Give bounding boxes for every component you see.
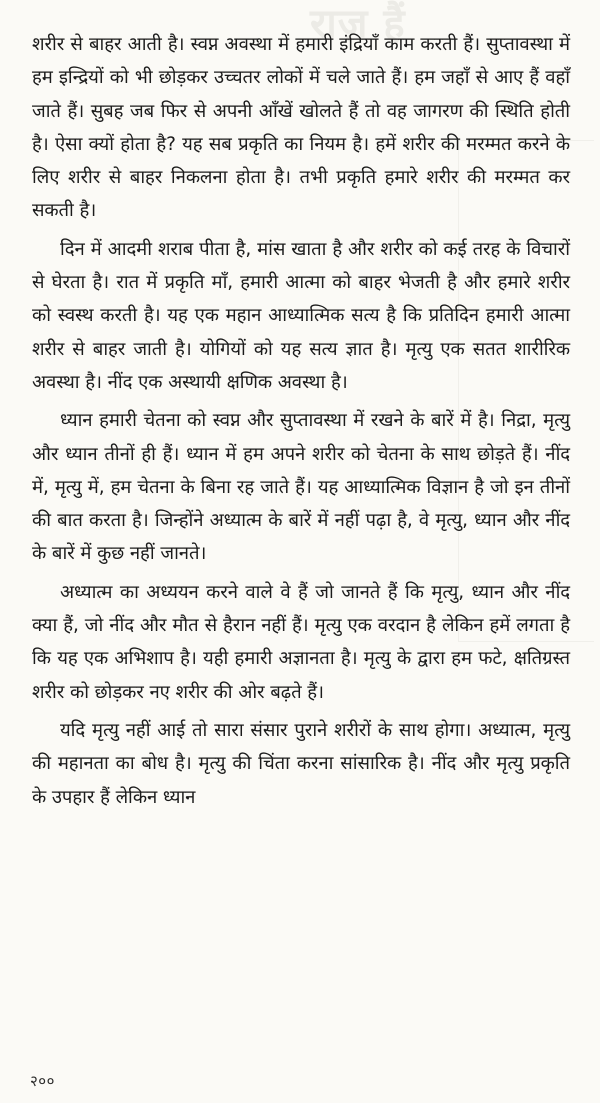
paragraph-4: अध्यात्म का अध्ययन करने वाले वे हैं जो जानते हैं कि मृत्यु, ध्यान और नींद क्या हैं, जो नींद और मौत से हैरान नहीं हैं। मृत्यु एक वरदान है लेकिन हमें लगता है कि यह एक अभिशाप है। यही हमारी अज्ञानता है। मृत्यु के द्वारा हम फटे, क्षतिग्रस्त शरीर को छोड़कर नए शरीर की ओर बढ़ते हैं। (32, 581, 570, 703)
body-text (32, 28, 570, 814)
bleed-through-heading: राज़ हैं (310, 1, 406, 47)
paragraph-2: दिन में आदमी शराब पीता है, मांस खाता है और शरीर को कई तरह के विचारों से घेरता है। रात में प्रकृति माँ, हमारी आत्मा को बाहर भेजती है और हमारे शरीर को स्वस्थ करती है। यह एक महान आध्यात्मिक सत्य है कि प्रतिदिन हमारी आत्मा शरीर से बाहर जाती है। योगियों को यह सत्य ज्ञात है। मृत्यु एक सतत शारीरिक अवस्था है। नींद एक अस्थायी क्षणिक अवस्था है। (32, 238, 570, 393)
paragraph-5: यदि मृत्यु नहीं आई तो सारा संसार पुराने शरीरों के साथ होगा। अध्यात्म, मृत्यु की महानता का बोध है। मृत्यु की चिंता करना सांसारिक है। नींद और मृत्यु प्रकृति के उपहार हैं लेकिन ध्यान (32, 719, 570, 808)
page-number: २०० (30, 1072, 55, 1090)
paragraph-3: ध्यान हमारी चेतना को स्वप्न और सुप्तावस्था में रखने के बारें में है। निद्रा, मृत्यु और ध्यान तीनों ही हैं। ध्यान में हम अपने शरीर को चेतना के साथ छोड़ते हैं। नींद में, मृत्यु में, हम चेतना के बिना रह जाते हैं। यह आध्यात्मिक विज्ञान है जो इन तीनों की बात करता है। जिन्होंने अध्यात्म के बारें में नहीं पढ़ा है, वे मृत्यु, ध्यान और नींद के बारें में कुछ नहीं जानते। (32, 410, 570, 565)
paragraph-1: शरीर से बाहर आती है। स्वप्न अवस्था में हमारी इंद्रियाँ काम करती हैं। सुप्तावस्था में हम इन्द्रियों को भी छोड़कर उच्चतर लोकों में चले जाते हैं। हम जहाँ से आए हैं वहाँ जाते हैं। सुबह जब फिर से अपनी आँखें खोलते हैं तो वह जागरण की स्थिति होती है। ऐसा क्यों होता है? यह सब प्रकृति का नियम है। हमें शरीर की मरम्मत करने के लिए शरीर से बाहर निकलना होता है। तभी प्रकृति हमारे शरीर की मरम्मत कर सकती है। (32, 34, 570, 222)
